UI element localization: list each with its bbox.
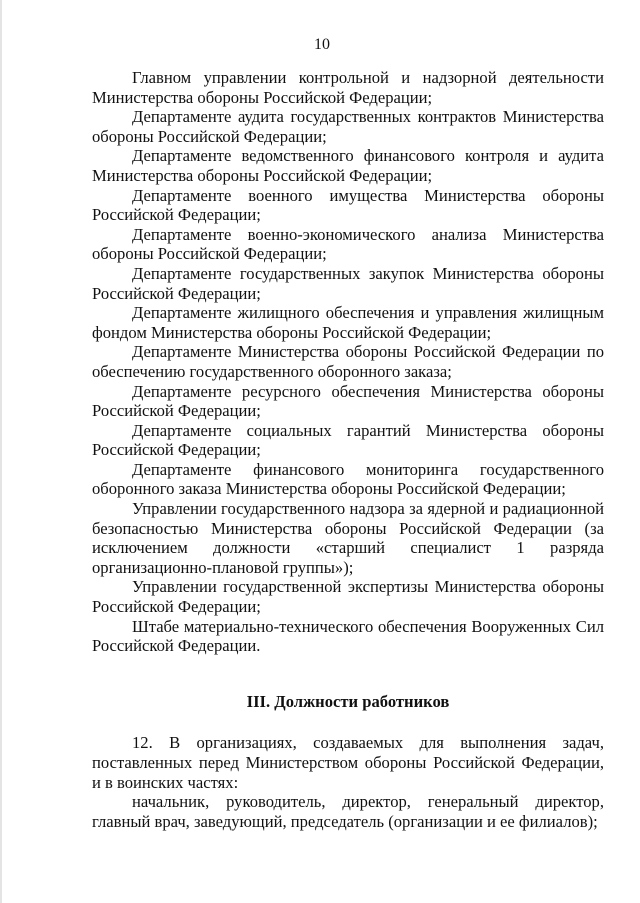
section-heading: III. Должности работников: [246, 691, 450, 711]
page-number: 10: [314, 36, 330, 53]
list-item-paragraph: Департаменте военно-экономического анализа Министерства обороны Российской Федерации;: [92, 224, 604, 264]
list-item-paragraph: Департаменте государственных закупок Министерства обороны Российской Федерации;: [92, 263, 604, 303]
list-item-paragraph: Департаменте ведомственного финансового контроля и аудита Министерства обороны Российской Федерации;: [92, 146, 604, 185]
list-item-paragraph: Департаменте социальных гарантий Министерства обороны Российской Федерации;: [92, 420, 604, 460]
list-item-paragraph: Главном управлении контрольной и надзорной деятельности Министерства обороны Российской Федерации;: [92, 68, 604, 107]
list-item-paragraph: начальник, руководитель, директор, генеральный директор, главный врач, заведующий, председатель (организации и ее филиалов);: [92, 792, 604, 831]
list-item-paragraph: Управлении государственного надзора за ядерной и радиационной безопасностью Министерства обороны Российской Федерации (за исключением должности «старший специалист 1 разряда организационно-плановой группы»);: [92, 499, 604, 577]
list-item-paragraph: Департаменте Министерства обороны Российской Федерации по обеспечению государственного оборонного заказа;: [92, 342, 604, 381]
document-body: [92, 68, 604, 831]
list-item-paragraph: Управлении государственной экспертизы Министерства обороны Российской Федерации;: [92, 577, 604, 617]
list-item-paragraph: Департаменте жилищного обеспечения и управления жилищным фондом Министерства обороны Российской Федерации;: [92, 303, 604, 342]
list-item-paragraph: Департаменте ресурсного обеспечения Министерства обороны Российской Федерации;: [92, 381, 604, 421]
list-item-paragraph: Департаменте финансового мониторинга государственного оборонного заказа Министерства обороны Российской Федерации;: [92, 459, 604, 499]
list-item-paragraph: Штабе материально-технического обеспечения Вооруженных Сил Российской Федерации.: [92, 616, 604, 656]
list-item-paragraph: Департаменте военного имущества Министерства обороны Российской Федерации;: [92, 185, 604, 225]
clause-paragraph: 12. В организациях, создаваемых для выполнения задач, поставленных перед Министерством обороны Российской Федерации, и в воинских частях:: [92, 733, 604, 792]
list-item-paragraph: Департаменте аудита государственных контрактов Министерства обороны Российской Федерации;: [92, 107, 604, 146]
